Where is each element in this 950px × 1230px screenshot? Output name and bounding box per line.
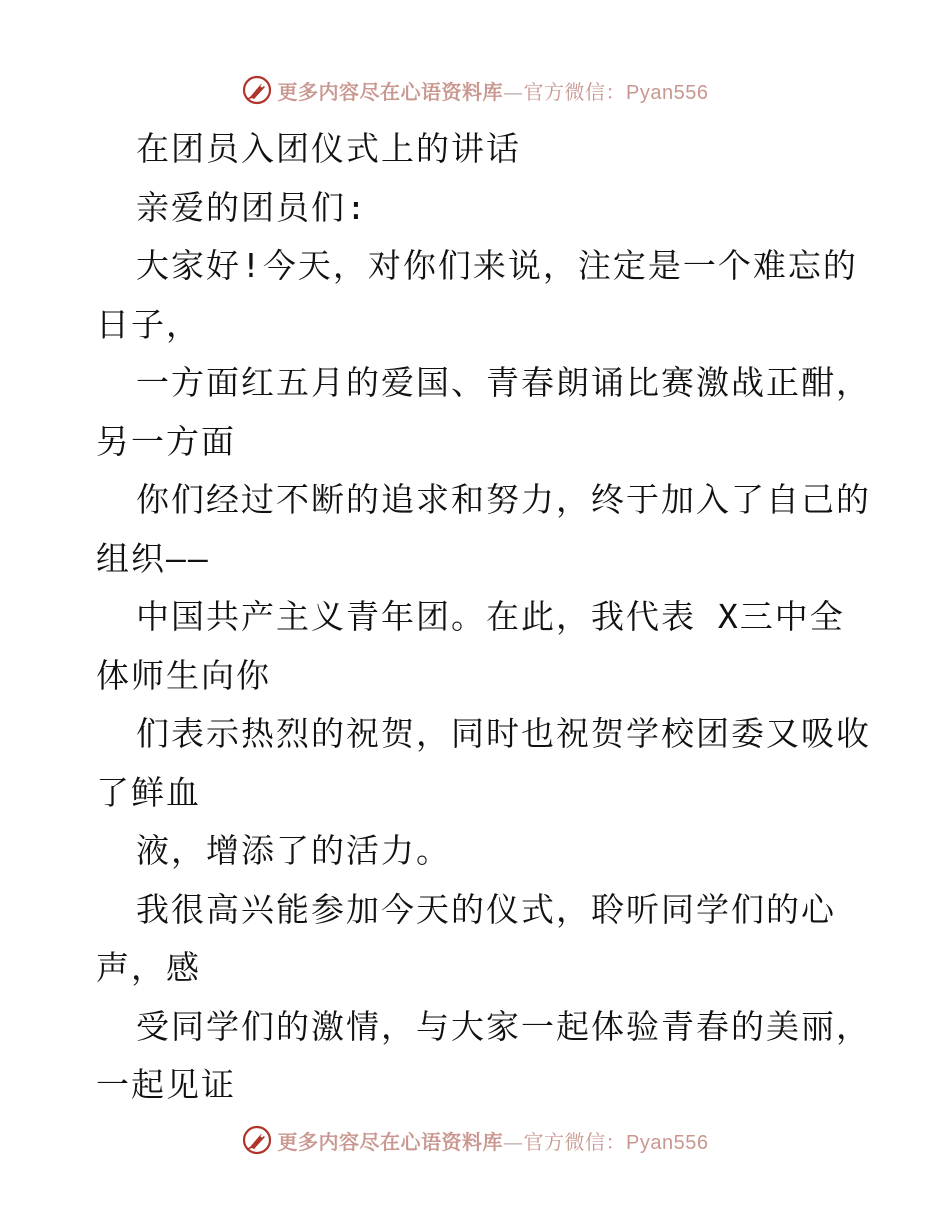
- paragraph-line: 体师生向你: [96, 655, 271, 695]
- paragraph-line: 受同学们的激情，与大家一起体验青春的美丽，: [136, 1006, 871, 1046]
- paragraph-line: 液，增添了的活力。: [136, 831, 451, 870]
- paragraph-line: 一方面红五月的爱国、青春朗诵比赛激战正酣，: [136, 363, 871, 402]
- document-body: [96, 120, 871, 1115]
- paragraph-line: 组织——: [96, 538, 210, 578]
- footer-site-text: 更多内容尽在心语资料库: [277, 1129, 504, 1154]
- footer-wechat-id: Pyan556: [626, 1131, 709, 1154]
- header-separator: —: [503, 79, 524, 104]
- footer-separator: —: [503, 1129, 524, 1154]
- header-wechat-label: 官方微信：: [523, 79, 627, 104]
- header-banner-text: [278, 76, 709, 105]
- header-wechat-id: Pyan556: [626, 81, 709, 104]
- paragraph-line: 们表示热烈的祝贺，同时也祝贺学校团委又吸收: [136, 714, 871, 753]
- paragraph-line: 声，感: [96, 948, 201, 987]
- header-banner: [0, 70, 950, 110]
- paragraph-line: 日子，: [96, 304, 201, 344]
- paragraph-line: 你们经过不断的追求和努力，终于加入了自己的: [136, 480, 871, 519]
- document-title: 在团员入团仪式上的讲话: [136, 129, 521, 168]
- paragraph-line: 了鲜血: [96, 772, 201, 812]
- footer-wechat-label: 官方微信：: [523, 1129, 627, 1154]
- paragraph-line: 我很高兴能参加今天的仪式，聆听同学们的心: [136, 889, 836, 929]
- header-site-text: 更多内容尽在心语资料库: [277, 79, 504, 104]
- paragraph-line: 一起见证: [96, 1065, 236, 1104]
- paragraph-line: 另一方面: [96, 421, 236, 461]
- pen-nib-logo-icon: [242, 1125, 272, 1155]
- footer-banner-text: [278, 1126, 709, 1155]
- paragraph-line: 中国共产主义青年团。在此，我代表 X三中全: [136, 597, 845, 636]
- salutation: 亲爱的团员们:: [136, 187, 368, 227]
- paragraph-line: 大家好!今天，对你们来说，注定是一个难忘的: [136, 246, 858, 285]
- footer-banner: [0, 1120, 950, 1160]
- pen-nib-logo-icon: [242, 75, 272, 105]
